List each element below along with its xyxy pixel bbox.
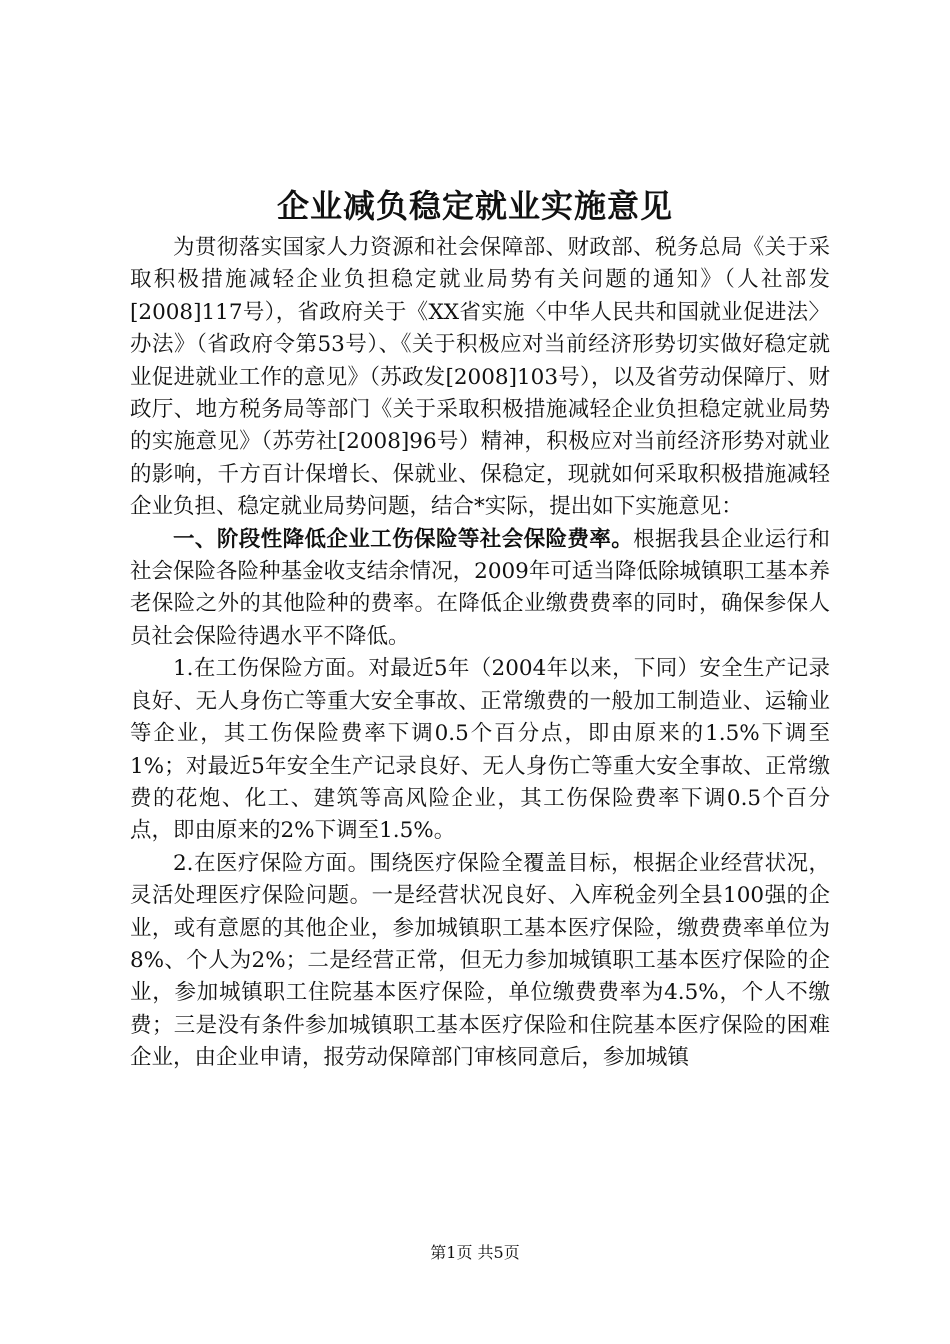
document-title: 企业减负稳定就业实施意见	[276, 187, 673, 225]
paragraph-item-1	[130, 653, 830, 847]
paragraph-section-1	[130, 524, 830, 654]
document-body	[130, 232, 830, 1075]
section-heading: 一、阶段性降低企业工伤保险等社会保险费率。	[173, 526, 634, 552]
paragraph-item-2	[130, 848, 830, 1075]
paragraph-text: 2.在医疗保险方面。围绕医疗保险全覆盖目标，根据企业经营状况，灵活处理医疗保险问题。一是经营状况良好、入库税金列全县100强的企业，或有意愿的其他企业，参加城镇职工基本医疗保险，缴费费率单位为8%、个人为2%；二是经营正常，但无力参加城镇职工基本医疗保险的企业，参加城镇职工住院基本医疗保险，单位缴费费率为4.5%，个人不缴费；三是没有条件参加城镇职工基本医疗保险和住院基本医疗保险的困难企业，由企业申请，报劳动保障部门审核同意后，参加城镇	[130, 850, 830, 1071]
paragraph-intro	[130, 232, 830, 524]
paragraph-text: 1.在工伤保险方面。对最近5年（2004年以来，下同）安全生产记录良好、无人身伤亡等重大安全事故、正常缴费的一般加工制造业、运输业等企业，其工伤保险费率下调0.5个百分点，即由原来的1.5%下调至1%；对最近5年安全生产记录良好、无人身伤亡等重大安全事故、正常缴费的花炮、化工、建筑等高风险企业，其工伤保险费率下调0.5个百分点，即由原来的2%下调至1.5%。	[130, 656, 830, 844]
paragraph-text: 为贯彻落实国家人力资源和社会保障部、财政部、税务总局《关于采取积极措施减轻企业负担稳定就业局势有关问题的通知》（人社部发[2008]117号），省政府关于《XX省实施〈中华人民共和国就业促进法〉办法》（省政府令第53号）、《关于积极应对当前经济形势切实做好稳定就业促进就业工作的意见》（苏政发[2008]103号），以及省劳动保障厅、财政厅、地方税务局等部门《关于采取积极措施减轻企业负担稳定就业局势的实施意见》（苏劳社[2008]96号）精神，积极应对当前经济形势对就业的影响，千方百计保增长、保就业、保稳定，现就如何采取积极措施减轻企业负担、稳定就业局势问题，结合*实际，提出如下实施意见：	[130, 235, 830, 520]
page-number: 第1页 共5页	[430, 1243, 520, 1262]
paragraph-text: 根据我县企业运行和社会保险各险种基金收支结余情况，2009年可适当降低除城镇职工基本养老保险之外的其他险种的费率。在降低企业缴费费率的同时，确保参保人员社会保险待遇水平不降低。	[130, 526, 830, 649]
